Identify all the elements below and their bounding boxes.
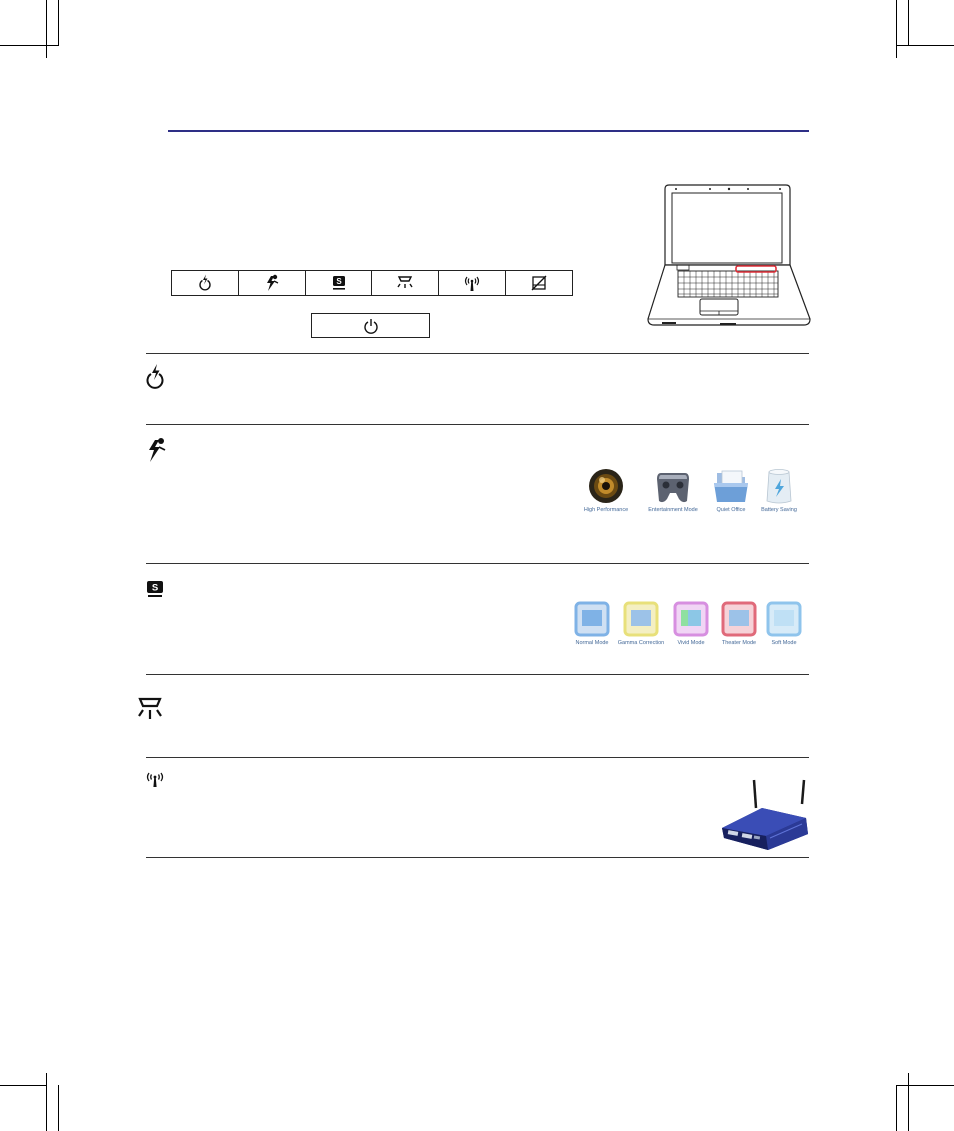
- splendid-display-icon: [332, 275, 346, 291]
- mode-gamma-correction[interactable]: [614, 600, 668, 646]
- mode-entertainment[interactable]: [639, 467, 707, 513]
- svg-text:S: S: [151, 582, 159, 594]
- crop-mark: [0, 45, 58, 46]
- mode-label: Gamma Correction: [617, 640, 665, 646]
- wireless-router-image: [718, 778, 810, 852]
- mode-label: High Performance: [583, 507, 629, 513]
- mode-label: Entertainment Mode: [648, 507, 698, 513]
- monitor-mode-icon: [573, 600, 611, 638]
- performance-modes: [573, 467, 803, 513]
- crop-mark: [58, 0, 59, 46]
- webcam-light-icon: [397, 275, 413, 291]
- hotkey-touchpad-lock[interactable]: [506, 271, 572, 295]
- crop-mark: [46, 1073, 47, 1131]
- hotkey-splendid[interactable]: [306, 271, 373, 295]
- hotkey-wireless[interactable]: [439, 271, 506, 295]
- mode-label: Quiet Office: [716, 507, 746, 513]
- gamepad-icon: [653, 467, 693, 505]
- crop-mark: [46, 0, 47, 58]
- crop-mark: [896, 45, 954, 46]
- camera-light-icon: [137, 697, 163, 721]
- power4gear-icon: [145, 363, 165, 391]
- mode-vivid[interactable]: [668, 600, 714, 646]
- wireless-antenna-icon: [145, 770, 165, 788]
- monitor-mode-icon: [622, 600, 660, 638]
- crop-mark: [896, 1085, 954, 1086]
- mode-label: Normal Mode: [575, 640, 609, 646]
- mode-high-performance[interactable]: [573, 467, 639, 513]
- hotkey-performance[interactable]: [239, 271, 306, 295]
- monitor-mode-icon: [765, 600, 803, 638]
- laptop-illustration: [644, 183, 814, 329]
- speaker-icon: [586, 467, 626, 505]
- folder-icon: [711, 467, 751, 505]
- mode-battery-saving[interactable]: [755, 467, 803, 513]
- performance-mode-icon: [145, 437, 167, 463]
- crop-mark: [896, 1085, 897, 1131]
- section-divider: [146, 674, 809, 675]
- mode-label: Vivid Mode: [677, 640, 705, 646]
- battery-jar-icon: [759, 467, 799, 505]
- touchpad-lock-icon: [531, 275, 547, 291]
- splendid-modes: [570, 600, 804, 646]
- crop-mark: [0, 1085, 46, 1086]
- header-rule: [168, 130, 809, 132]
- crop-mark: [908, 1073, 909, 1131]
- splendid-icon: [146, 580, 164, 598]
- mode-quiet-office[interactable]: [707, 467, 755, 513]
- splendid-performance-icon: [264, 274, 280, 292]
- svg-text:S: S: [335, 277, 342, 286]
- hotkey-webcam-light[interactable]: [372, 271, 439, 295]
- power4gear-icon: [198, 274, 212, 292]
- section-divider: [146, 424, 809, 425]
- mode-label: Battery Saving: [761, 507, 797, 513]
- monitor-mode-icon: [720, 600, 758, 638]
- power-button-key[interactable]: [311, 313, 430, 338]
- section-divider: [146, 757, 809, 758]
- crop-mark: [896, 0, 897, 58]
- mode-label: Soft Mode: [771, 640, 797, 646]
- wireless-icon: [463, 274, 481, 292]
- mode-normal[interactable]: [570, 600, 614, 646]
- section-divider: [146, 353, 809, 354]
- section-divider: [146, 857, 809, 858]
- power-icon: [363, 318, 379, 334]
- section-divider: [146, 563, 809, 564]
- monitor-mode-icon: [672, 600, 710, 638]
- mode-soft[interactable]: [764, 600, 804, 646]
- hotkey-power4gear[interactable]: [172, 271, 239, 295]
- crop-mark: [908, 0, 909, 46]
- mode-label: Theater Mode: [721, 640, 757, 646]
- hotkey-row: [171, 270, 573, 296]
- crop-mark: [58, 1085, 59, 1131]
- mode-theater[interactable]: [714, 600, 764, 646]
